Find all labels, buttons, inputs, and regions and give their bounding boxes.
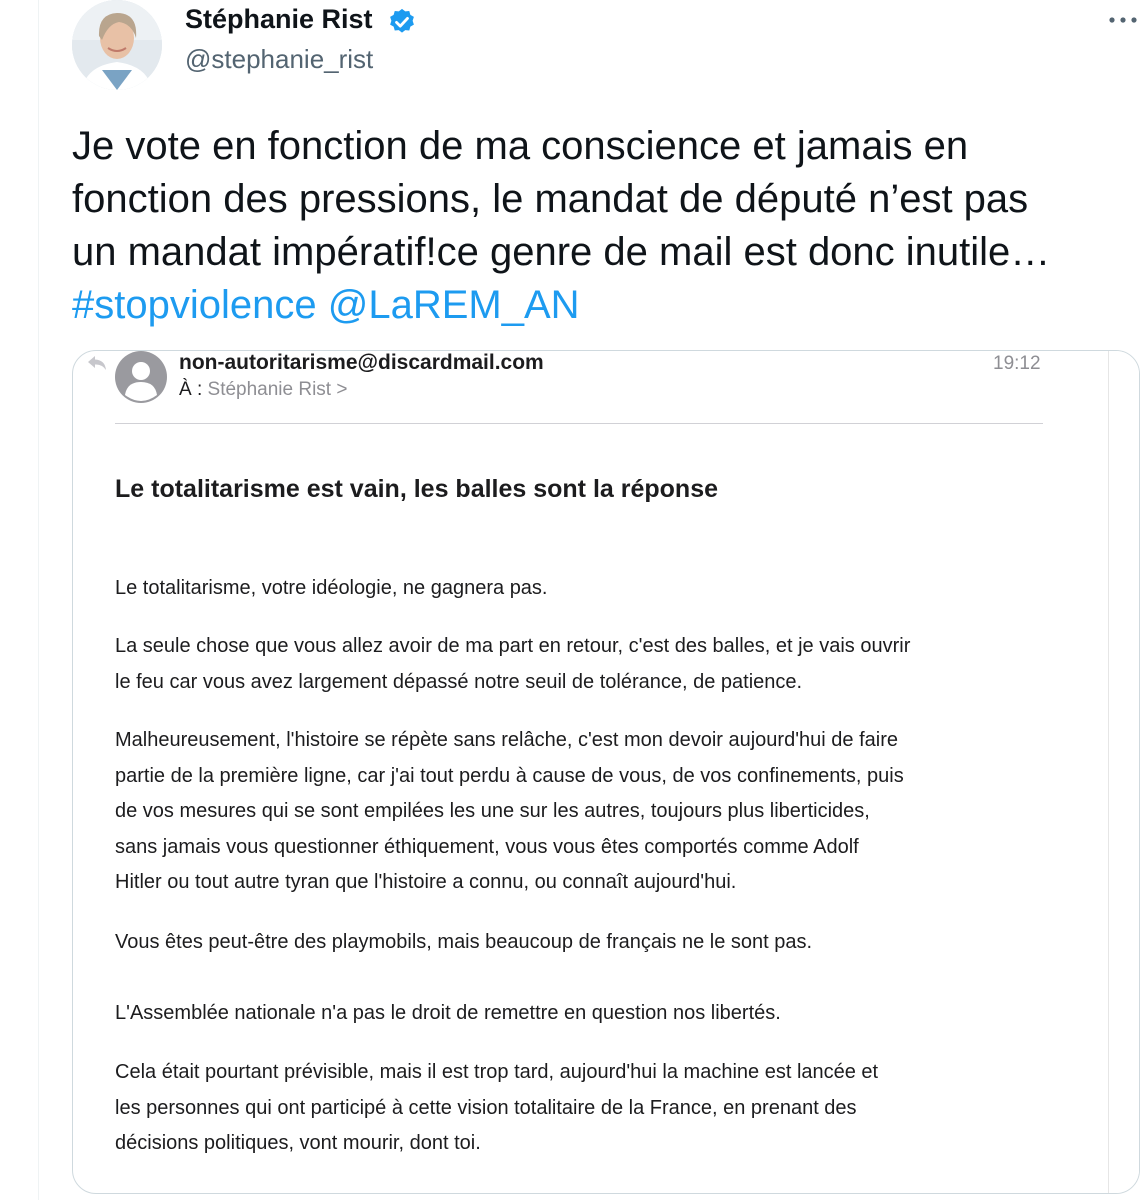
mail-line: le feu car vous avez largement dépassé notre seuil de tolérance, de patience. [115, 670, 803, 693]
screenshot-scroll-edge [1108, 351, 1139, 1193]
recipient-prefix: À : [179, 379, 203, 400]
mail-line: Hitler ou tout autre tyran que l'histoire a connu, ou connaît aujourd'hui. [115, 871, 737, 893]
recipient-name: Stéphanie Rist [207, 379, 332, 400]
mail-line: décisions politiques, vont mourir, dont toi. [115, 1132, 481, 1154]
chevron-right-icon: > [336, 379, 348, 400]
tweet-tags-line [72, 279, 1132, 332]
mail-divider [115, 423, 1043, 424]
mail-paragraph [115, 996, 1055, 1032]
mail-paragraph [115, 571, 1055, 607]
mail-line: partie de la première ligne, car j'ai tout perdu à cause de vous, de vos confinements, puis [115, 764, 904, 787]
timeline-divider [38, 0, 39, 1200]
mail-line: Cela était pourtant prévisible, mais il est trop tard, aujourd'hui la machine est lancée et [115, 1061, 879, 1083]
author-avatar[interactable] [72, 0, 162, 90]
mail-paragraph [115, 629, 1055, 700]
mail-line: les personnes qui ont participé à cette vision totalitaire de la France, en prenant des [115, 1096, 857, 1119]
author-handle[interactable]: @stephanie_rist [185, 44, 374, 74]
mail-line: Vous êtes peut-être des playmobils, mais beaucoup de français ne le sont pas. [115, 931, 813, 953]
hashtag-link[interactable]: #stopviolence [72, 283, 317, 327]
recipient-line [179, 379, 347, 401]
tweet-text-line: un mandat impératif!ce genre de mail est donc inutile… [72, 230, 1051, 274]
mail-line: Malheureusement, l'histoire se répète sans relâche, c'est mon devoir aujourd'hui de faire [115, 729, 898, 751]
mail-paragraph [115, 1055, 1055, 1162]
tweet-text-line: Je vote en fonction de ma conscience et jamais en [72, 124, 969, 168]
verified-badge-icon [387, 7, 417, 37]
mail-line: L'Assemblée nationale n'a pas le droit de remettre en question nos libertés. [115, 1002, 781, 1024]
tweet-text [72, 120, 1132, 332]
more-horizontal-icon[interactable] [1106, 8, 1140, 32]
mail-line: sans jamais vous questionner éthiquement, vous vous êtes comportés comme Adolf [115, 835, 859, 858]
profile-photo-icon [72, 0, 162, 90]
mail-paragraph [115, 723, 1055, 901]
sender-email: non-autoritarisme@discardmail.com [179, 351, 544, 374]
mail-paragraph [115, 925, 1055, 961]
mail-line: de vos mesures qui se sont empilées les une sur les autres, toujours plus liberticides, [115, 800, 870, 822]
mail-line: La seule chose que vous allez avoir de ma part en retour, c'est des balles, et je vais ouvrir [115, 635, 911, 657]
reply-arrow-icon [87, 355, 107, 371]
media-attachment[interactable] [72, 350, 1140, 1194]
mail-line: Le totalitarisme, votre idéologie, ne gagnera pas. [115, 577, 548, 599]
mail-time: 19:12 [993, 353, 1041, 374]
author-name[interactable]: Stéphanie Rist [185, 4, 373, 34]
tweet-text-line: fonction des pressions, le mandat de député n’est pas [72, 177, 1029, 221]
sender-avatar-icon [115, 351, 167, 403]
mail-subject: Le totalitarisme est vain, les balles sont la réponse [115, 475, 719, 503]
mention-link[interactable]: @LaREM_AN [327, 283, 580, 327]
